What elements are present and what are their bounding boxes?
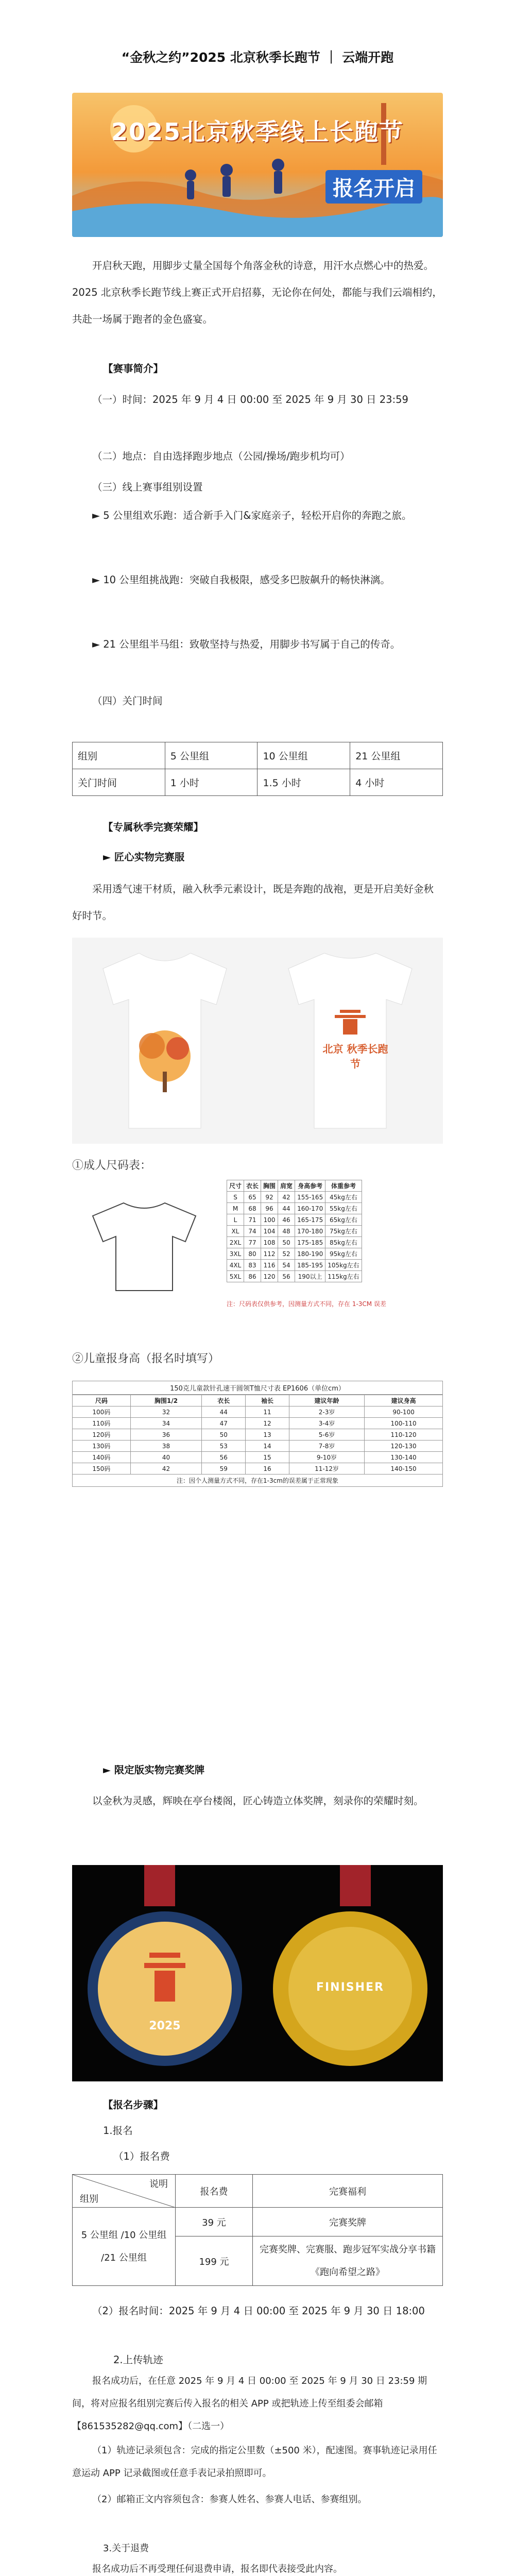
table-row — [73, 1395, 443, 1406]
table-header: 尺寸 — [227, 1180, 244, 1192]
table-header: 肩宽 — [278, 1180, 295, 1192]
table-cell: 150码 — [73, 1463, 131, 1475]
table-cell: 1 小时 — [165, 769, 258, 796]
table-cell: 96 — [261, 1203, 278, 1214]
adult-size-note: 注：尺码表仅供参考，因测量方式不同，存在 1-3CM 误差 — [227, 1300, 386, 1308]
table-row — [227, 1203, 362, 1214]
table-cell: 5-6岁 — [289, 1429, 364, 1440]
table-cell: 44 — [202, 1406, 246, 1418]
corner-bottom-label: 组别 — [80, 2194, 98, 2205]
table-cell: 120码 — [73, 1429, 131, 1440]
table-cell: 15 — [246, 1452, 289, 1463]
table-cell: XL — [227, 1226, 244, 1237]
signup-step2: 2.上传轨迹 — [113, 2354, 163, 2366]
group-label: 5 公里组 /10 公里组 /21 公里组 — [73, 2208, 176, 2286]
table-header: 建议身高 — [365, 1395, 443, 1406]
table-row — [73, 1463, 443, 1475]
adult-size-table — [227, 1180, 362, 1282]
table-cell: 80 — [244, 1248, 261, 1260]
fee-table — [72, 2174, 443, 2286]
table-row — [73, 1440, 443, 1452]
table-cell: 56 — [202, 1452, 246, 1463]
page-title: “金秋之约”2025 北京秋季长跑节 ｜ 云端开跑 — [121, 50, 394, 65]
table-cell: 52 — [278, 1248, 295, 1260]
medal-back-text: FINISHER — [316, 1981, 385, 1994]
table-row — [73, 1429, 443, 1440]
table-row — [73, 2208, 443, 2236]
table-cell: 116 — [261, 1260, 278, 1271]
table-cell: 关门时间 — [73, 769, 165, 796]
intro-paragraph: 开启秋天跑，用脚步丈量全国每个角落金秋的诗意，用汗水点燃心中的热爱。2025 北京秋季长跑节线上赛正式开启招募，无论你在何处，都能与我们云端相约，共赴一场属于跑者的金色盛宴。 — [72, 260, 442, 325]
refund-text: 报名成功后不再受理任何退费申请，报名即代表接受此内容。 — [92, 2564, 342, 2574]
event-groups-heading: （三）线上赛事组别设置 — [92, 481, 203, 493]
corner-top-label: 说明 — [149, 2179, 168, 2190]
signup-heading: 【报名步骤】 — [103, 2099, 164, 2111]
table-cell: 47 — [202, 1418, 246, 1429]
table-header: 完赛福利 — [253, 2175, 443, 2208]
table-cell: 170-180 — [295, 1226, 325, 1237]
table-cell: S — [227, 1192, 244, 1203]
table-cell: 14 — [246, 1440, 289, 1452]
table-cell: 185-195 — [295, 1260, 325, 1271]
table-row — [227, 1260, 362, 1271]
table-cell: 40 — [130, 1452, 202, 1463]
table-cell: 85kg左右 — [325, 1237, 362, 1248]
fee-heading: （1）报名费 — [113, 2150, 170, 2162]
table-cell: 140码 — [73, 1452, 131, 1463]
table-cell: 112 — [261, 1248, 278, 1260]
table-cell: 3-4岁 — [289, 1418, 364, 1429]
table-cell: 100-110 — [365, 1418, 443, 1429]
event-time: （一）时间：2025 年 9 月 4 日 00:00 至 2025 年 9 月 30 日 23:59 — [92, 394, 408, 405]
shirt-text: 采用透气速干材质，融入秋季元素设计，既是奔跑的战袍，更是开启美好金秋好时节。 — [72, 883, 434, 922]
table-cell: 65kg左右 — [325, 1214, 362, 1226]
table-cell: 4XL — [227, 1260, 244, 1271]
table-cell: 180-190 — [295, 1248, 325, 1260]
table-cell: 11 — [246, 1406, 289, 1418]
group-5k: ► 5 公里组欢乐跑：适合新手入门&家庭亲子，轻松开启你的奔跑之旅。 — [92, 510, 412, 521]
table-cell: 21 公里组 — [350, 742, 443, 769]
kids-size-label: ②儿童报身高（报名时填写） — [72, 1352, 220, 1365]
upload-rule-2: （2）邮箱正文内容须包含：参赛人姓名、参赛人电话、参赛组别。 — [92, 2494, 367, 2505]
event-intro-heading: 【赛事简介】 — [103, 363, 164, 375]
table-cell: 75kg左右 — [325, 1226, 362, 1237]
event-banner — [72, 93, 443, 237]
table-cell: 104 — [261, 1226, 278, 1237]
kids-size-table — [72, 1395, 443, 1475]
table-cell: 7-8岁 — [289, 1440, 364, 1452]
table-cell: 100码 — [73, 1406, 131, 1418]
table-row — [73, 1406, 443, 1418]
table-cell: 83 — [244, 1260, 261, 1271]
signup-step3: 3.关于退费 — [103, 2543, 149, 2554]
table-cell: 50 — [202, 1429, 246, 1440]
benefit-cell: 完赛奖牌、完赛服、跑步冠军实战分享书籍《跑向希望之路》 — [253, 2236, 443, 2286]
group-10k: ► 10 公里组挑战跑：突破自我极限，感受多巴胺飙升的畅快淋漓。 — [92, 574, 390, 586]
table-cell: 45kg左右 — [325, 1192, 362, 1203]
diagonal-divider — [73, 2175, 176, 2208]
table-cell: M — [227, 1203, 244, 1214]
table-cell: 32 — [130, 1406, 202, 1418]
table-cell: L — [227, 1214, 244, 1226]
table-cell: 12 — [246, 1418, 289, 1429]
table-cell: 56 — [278, 1271, 295, 1282]
table-cell: 110码 — [73, 1418, 131, 1429]
table-cell: 120 — [261, 1271, 278, 1282]
table-row — [227, 1237, 362, 1248]
table-cell: 组别 — [73, 742, 165, 769]
table-cell: 165-175 — [295, 1214, 325, 1226]
table-cell: 108 — [261, 1237, 278, 1248]
table-row — [73, 769, 443, 796]
medal-front-text: 2025 — [149, 2020, 181, 2032]
table-cell: 54 — [278, 1260, 295, 1271]
table-header: 报名费 — [176, 2175, 253, 2208]
table-cell: 42 — [130, 1463, 202, 1475]
table-row — [227, 1226, 362, 1237]
table-cell: 5XL — [227, 1271, 244, 1282]
table-cell: 9-10岁 — [289, 1452, 364, 1463]
table-cell: 5 公里组 — [165, 742, 258, 769]
table-header: 身高参考 — [295, 1180, 325, 1192]
table-row — [73, 742, 443, 769]
table-cell: 105kg左右 — [325, 1260, 362, 1271]
medal-heading: ► 限定版实物完赛奖牌 — [103, 1764, 205, 1776]
table-cell: 155-165 — [295, 1192, 325, 1203]
table-cell: 120-130 — [365, 1440, 443, 1452]
cutoff-heading: （四）关门时间 — [92, 695, 163, 707]
adult-size-figure — [72, 1180, 443, 1314]
fee-cell: 39 元 — [176, 2208, 253, 2236]
table-cell: 55kg左右 — [325, 1203, 362, 1214]
table-cell: 95kg左右 — [325, 1248, 362, 1260]
table-cell: 68 — [244, 1203, 261, 1214]
table-cell: 46 — [278, 1214, 295, 1226]
table-cell: 100 — [261, 1214, 278, 1226]
shirt-back-text: 北京 秋季长跑节 — [322, 1043, 388, 1070]
table-cell: 48 — [278, 1226, 295, 1237]
table-row — [227, 1248, 362, 1260]
table-row — [227, 1192, 362, 1203]
table-cell: 34 — [130, 1418, 202, 1429]
table-row — [227, 1271, 362, 1282]
table-cell: 3XL — [227, 1248, 244, 1260]
table-cell: 130码 — [73, 1440, 131, 1452]
table-cell: 115kg左右 — [325, 1271, 362, 1282]
upload-rule-1: （1）轨迹记录须包含：完成的指定公里数（±500 米），配速图。赛事轨迹记录用任意运动 APP 记录截图或任意手表记录拍照即可。 — [72, 2445, 437, 2479]
table-cell: 4 小时 — [350, 769, 443, 796]
kids-size-note: 注：因个人测量方式不同，存在1-3cm的误差属于正常现象 — [72, 1475, 443, 1487]
table-cell: 38 — [130, 1440, 202, 1452]
table-cell: 110-120 — [365, 1429, 443, 1440]
fee-cell: 199 元 — [176, 2236, 253, 2286]
table-header: 袖长 — [246, 1395, 289, 1406]
table-cell: 190以上 — [295, 1271, 325, 1282]
table-header: 胸围 — [261, 1180, 278, 1192]
cutoff-table — [72, 742, 443, 796]
table-cell: 71 — [244, 1214, 261, 1226]
upload-text: 报名成功后，在任意 2025 年 9 月 4 日 00:00 至 2025 年 9 月 30 日 23:59 期间，将对应报名组别完赛后传入报名的相关 APP 或把轨迹上传至组委会邮箱【861535282@qq.com】（二选一） — [72, 2376, 427, 2432]
table-cell: 1.5 小时 — [258, 769, 350, 796]
medal-illustration — [72, 1865, 443, 2081]
table-corner-cell — [73, 2175, 176, 2208]
table-header: 建议年龄 — [289, 1395, 364, 1406]
table-row — [227, 1180, 362, 1192]
table-cell: 74 — [244, 1226, 261, 1237]
medal-text: 以金秋为灵感，辉映在亭台楼阁，匠心铸造立体奖牌，刻录你的荣耀时刻。 — [92, 1795, 424, 1807]
kids-size-figure — [72, 1381, 443, 1487]
table-cell: 44 — [278, 1203, 295, 1214]
medal-images — [72, 1865, 443, 2081]
table-header: 胸围1/2 — [130, 1395, 202, 1406]
table-cell: 92 — [261, 1192, 278, 1203]
table-cell: 42 — [278, 1192, 295, 1203]
table-header: 衣长 — [202, 1395, 246, 1406]
table-cell: 90-100 — [365, 1406, 443, 1418]
table-cell: 77 — [244, 1237, 261, 1248]
signup-time: （2）报名时间：2025 年 9 月 4 日 00:00 至 2025 年 9 月 30 日 18:00 — [92, 2305, 425, 2317]
table-cell: 16 — [246, 1463, 289, 1475]
table-cell: 50 — [278, 1237, 295, 1248]
event-place: （二）地点：自由选择跑步地点（公园/操场/跑步机均可） — [92, 450, 350, 462]
table-row — [73, 1452, 443, 1463]
table-cell: 36 — [130, 1429, 202, 1440]
honor-heading: 【专属秋季完赛荣耀】 — [103, 821, 204, 833]
table-cell: 13 — [246, 1429, 289, 1440]
group-21k: ► 21 公里组半马组：致敬坚持与热爱，用脚步书写属于自己的传奇。 — [92, 638, 401, 650]
table-cell: 160-170 — [295, 1203, 325, 1214]
table-cell: 175-185 — [295, 1237, 325, 1248]
banner-tag: 报名开启 — [325, 170, 422, 204]
table-cell: 59 — [202, 1463, 246, 1475]
table-cell: 130-140 — [365, 1452, 443, 1463]
shirt-diagram-icon — [77, 1195, 211, 1298]
adult-size-label: ①成人尺码表： — [72, 1159, 152, 1172]
signup-step1: 1.报名 — [103, 2125, 133, 2137]
shirt-images — [72, 938, 443, 1144]
shirt-heading: ► 匠心实物完赛服 — [103, 851, 185, 863]
table-cell: 2XL — [227, 1237, 244, 1248]
table-header: 衣长 — [244, 1180, 261, 1192]
table-row — [227, 1214, 362, 1226]
table-cell: 11-12岁 — [289, 1463, 364, 1475]
table-cell: 2-3岁 — [289, 1406, 364, 1418]
benefit-cell: 完赛奖牌 — [253, 2208, 443, 2236]
kids-size-caption: 150克儿童款针孔速干圆领T恤尺寸表 EP1606（单位cm） — [72, 1381, 443, 1395]
table-row — [73, 2175, 443, 2208]
table-cell: 86 — [244, 1271, 261, 1282]
table-cell: 140-150 — [365, 1463, 443, 1475]
table-cell: 10 公里组 — [258, 742, 350, 769]
table-header: 尺码 — [73, 1395, 131, 1406]
table-cell: 53 — [202, 1440, 246, 1452]
banner-headline: 2025北京秋季线上长跑节 — [111, 118, 404, 146]
table-row — [73, 1418, 443, 1429]
table-header: 体重参考 — [325, 1180, 362, 1192]
table-cell: 65 — [244, 1192, 261, 1203]
